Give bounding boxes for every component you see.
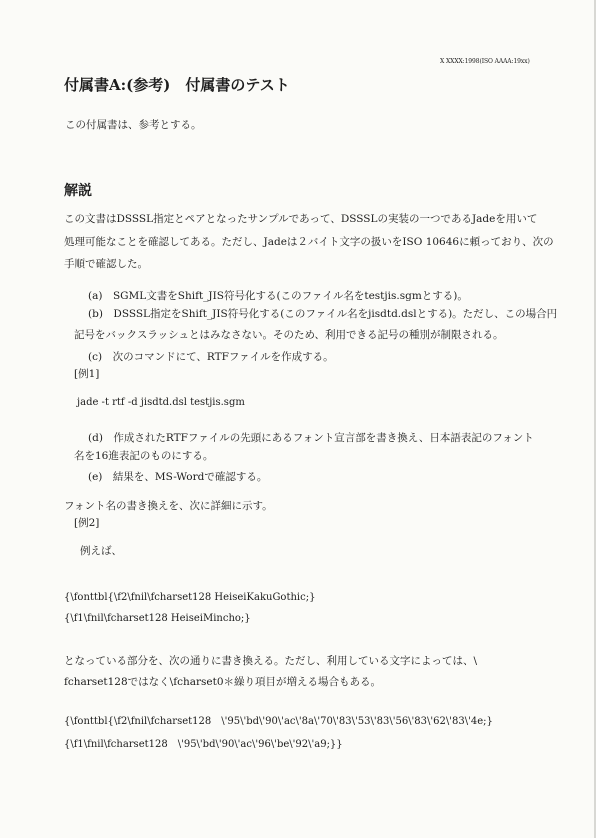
- section-heading: 解説: [64, 183, 92, 199]
- procedure-step-a: (a) SGML文書をShift_JIS符号化する(このファイル名をtestjis.sgmとする)。: [88, 290, 468, 302]
- informative-note: この付属書は、参考とする。: [65, 119, 202, 131]
- procedure-step-e: (e) 結果を、MS-Wordで確認する。: [88, 471, 268, 483]
- procedure-step-b-line-2: 記号をバックスラッシュとはみなさない。そのため、利用できる記号の種別が制限される。: [74, 329, 504, 341]
- rewrite-instruction-line-2: fcharset128ではなく\fcharset0＊繰り項目が増える場合もある。: [64, 676, 382, 688]
- intro-line-3: 手順で確認した。: [64, 258, 148, 270]
- procedure-step-c: (c) 次のコマンドにて、RTFファイルを作成する。: [88, 351, 334, 363]
- example-1-label: [例1]: [74, 368, 100, 380]
- annex-title: 付属書A:(参考) 付属書のテスト: [64, 76, 290, 94]
- procedure-step-d-line-1: (d) 作成されたRTFファイルの先頭にあるフォント宣言部を書き換え、日本語表記のフォント: [88, 432, 534, 444]
- rtf-before-line-1: {\fonttbl{\f2\fnil\fcharset128 HeiseiKakuGothic;}: [64, 592, 316, 603]
- rtf-after-line-1: {\fonttbl{\f2\fnil\fcharset128 \'95\'bd\'90\'ac\'8a\'70\'83\'53\'83\'56\'83\'62\'83\'4e;}: [64, 716, 493, 727]
- procedure-step-d-line-2: 名を16進表記のものにする。: [74, 450, 214, 462]
- example-2-label: [例2]: [74, 517, 100, 529]
- rtf-after-line-2: {\f1\fnil\fcharset128 \'95\'bd\'90\'ac\'96\'be\'92\'a9;}}: [64, 739, 343, 750]
- rtf-before-line-2: {\f1\fnil\fcharset128 HeiseiMincho;}: [64, 613, 251, 624]
- intro-line-2: 処理可能なことを確認してある。ただし、Jadeは２バイト文字の扱いをISO 10646に頼っており、次の: [64, 236, 554, 248]
- for-example-text: 例えば、: [80, 545, 122, 557]
- procedure-step-b-line-1: (b) DSSSL指定をShift_JIS符号化する(このファイル名をjisdtd.dslとする)。ただし、この場合円: [88, 308, 558, 320]
- font-rewrite-intro: フォント名の書き換えを、次に詳細に示す。: [64, 500, 273, 512]
- document-reference-header: X XXXX:1998(ISO AAAA:19xx): [440, 58, 530, 65]
- jade-command: jade -t rtf -d jisdtd.dsl testjis.sgm: [77, 397, 245, 408]
- intro-line-1: この文書はDSSSL指定とペアとなったサンプルであって、DSSSLの実装の一つであるJadeを用いて: [64, 213, 538, 225]
- rewrite-instruction-line-1: となっている部分を、次の通りに書き換える。ただし、利用している文字によっては、\: [64, 655, 478, 667]
